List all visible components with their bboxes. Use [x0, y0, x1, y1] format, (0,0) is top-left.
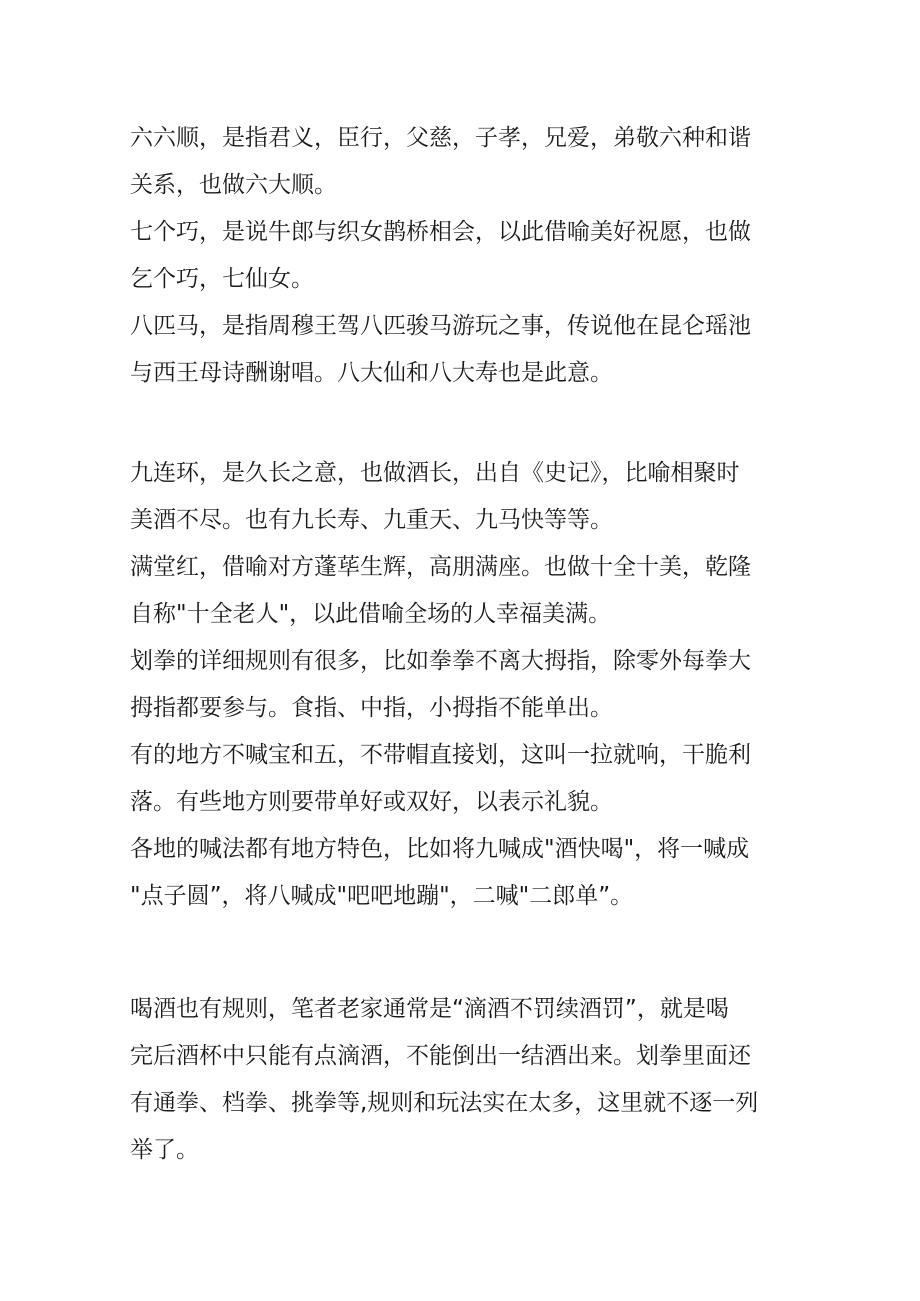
text-line: 九连环，是久长之意，也做酒长，出自《史记》，比喻相聚时 [130, 460, 740, 486]
text-line: 各地的喊法都有地方特色，比如将九喊成"酒快喝"，将一喊成 [130, 836, 750, 862]
text-line: 拇指都要参与。食指、中指，小拇指不能单出。 [130, 695, 613, 721]
text-line: 美酒不尽。也有九长寿、九重天、九马快等等。 [130, 507, 613, 533]
text-line: 有通拳、档拳、挑拳等,规则和玩法实在太多，这里就不逐一列 [130, 1090, 759, 1116]
paragraph-finger-rules [130, 638, 810, 732]
text-line: 乞个巧，七仙女。 [130, 266, 314, 292]
text-line: 自称"十全老人"，以此借喻全场的人幸福美满。 [130, 601, 612, 627]
text-line: 六六顺，是指君义，臣行，父慈，子孝，兄爱，弟敬六种和谐 [130, 125, 751, 151]
paragraph-full-red [130, 544, 810, 638]
text-line: 七个巧，是说牛郎与织女鹊桥相会，以此借喻美好祝愿，也做 [130, 219, 751, 245]
paragraph-six-shun [130, 115, 810, 209]
paragraph-local-rules [130, 732, 810, 826]
text-line: 八匹马，是指周穆王驾八匹骏马游玩之事，传说他在昆仑瑶池 [130, 313, 751, 339]
text-line: 有的地方不喊宝和五，不带帽直接划，这叫一拉就响，干脆利 [130, 742, 751, 768]
paragraph-eight-horses [130, 303, 810, 397]
text-line: 划拳的详细规则有很多，比如拳拳不离大拇指，除零外每拳大 [130, 648, 751, 674]
text-line: 与西王母诗酬谢唱。八大仙和八大寿也是此意。 [130, 360, 613, 386]
paragraph-nine-rings [130, 450, 810, 544]
paragraph-drinking-rules [130, 986, 810, 1174]
text-line: 完后酒杯中只能有点滴酒，不能倒出一结酒出来。划拳里面还 [130, 1043, 751, 1069]
text-line: 举了。 [130, 1137, 199, 1163]
text-line: 满堂红，借喻对方蓬荜生辉，高朋满座。也做十全十美，乾隆 [130, 554, 751, 580]
text-line: "点子圆”，将八喊成"吧吧地蹦"，二喊"二郎单”。 [130, 883, 634, 909]
text-line: 关系，也做六大顺。 [130, 172, 337, 198]
paragraph-regional-calls [130, 826, 810, 920]
text-line: 喝酒也有规则，笔者老家通常是“滴酒不罚续酒罚”，就是喝 [130, 996, 729, 1022]
text-line: 落。有些地方则要带单好或双好，以表示礼貌。 [130, 789, 613, 815]
paragraph-seven-qiao [130, 209, 810, 303]
